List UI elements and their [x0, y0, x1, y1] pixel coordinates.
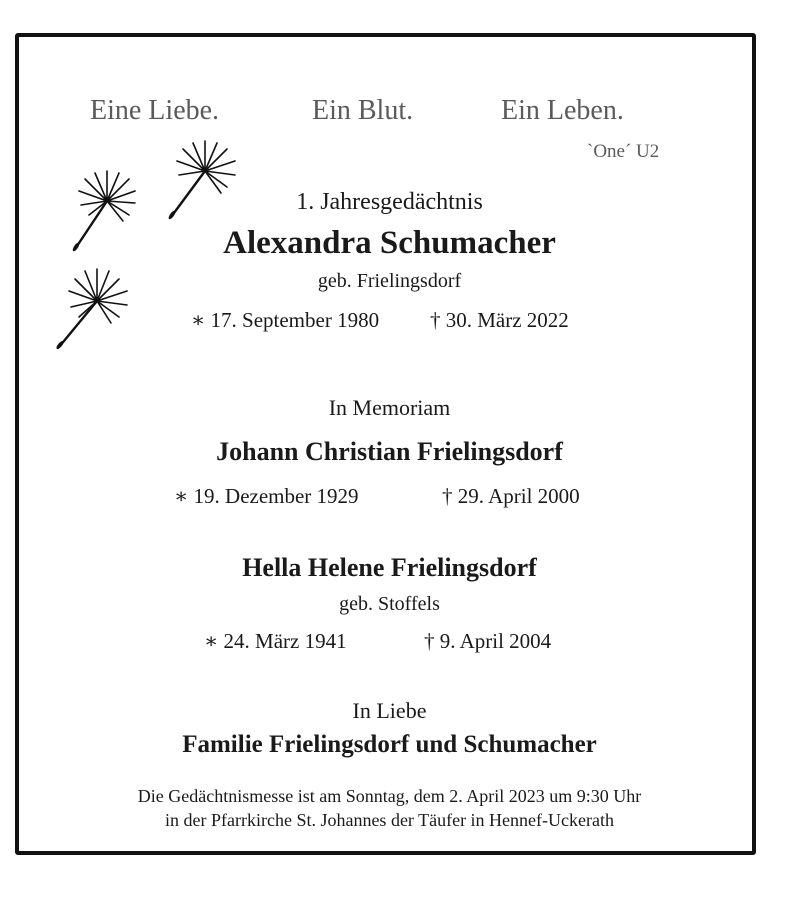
person2-maiden-name: geb. Stoffels: [339, 593, 440, 615]
person1-birth-date: ∗ 19. Dezember 1929: [174, 484, 359, 508]
deceased-maiden-name: geb. Frielingsdorf: [317, 270, 462, 292]
anniversary-label: 1. Jahresgedächtnis: [296, 189, 483, 215]
closing-greeting: In Liebe: [352, 698, 427, 723]
person1-death-date: † 29. April 2000: [442, 484, 580, 508]
deceased-name: Alexandra Schumacher: [223, 225, 556, 261]
person1-name: Johann Christian Frielingsdorf: [216, 437, 563, 466]
deceased-birth-date: ∗ 17. September 1980: [191, 308, 380, 332]
motto-part-3: Ein Leben.: [501, 95, 624, 126]
motto-credit: `One´ U2: [587, 141, 660, 162]
memoriam-label: In Memoriam: [328, 395, 451, 420]
person2-death-date: † 9. April 2004: [424, 629, 552, 653]
family-signature: Familie Frielingsdorf und Schumacher: [182, 731, 597, 758]
mass-announcement-line-2: in der Pfarrkirche St. Johannes der Täufer in Hennef-Uckerath: [165, 810, 614, 830]
obituary-card: [15, 33, 756, 855]
deceased-death-date: † 30. März 2022: [430, 308, 569, 332]
motto-part-2: Ein Blut.: [312, 95, 414, 126]
person2-name: Hella Helene Frielingsdorf: [242, 553, 537, 582]
mass-announcement-line-1: Die Gedächtnismesse ist am Sonntag, dem 2. April 2023 um 9:30 Uhr: [137, 786, 642, 806]
person2-birth-date: ∗ 24. März 1941: [204, 629, 347, 653]
motto-part-1: Eine Liebe.: [90, 95, 220, 126]
